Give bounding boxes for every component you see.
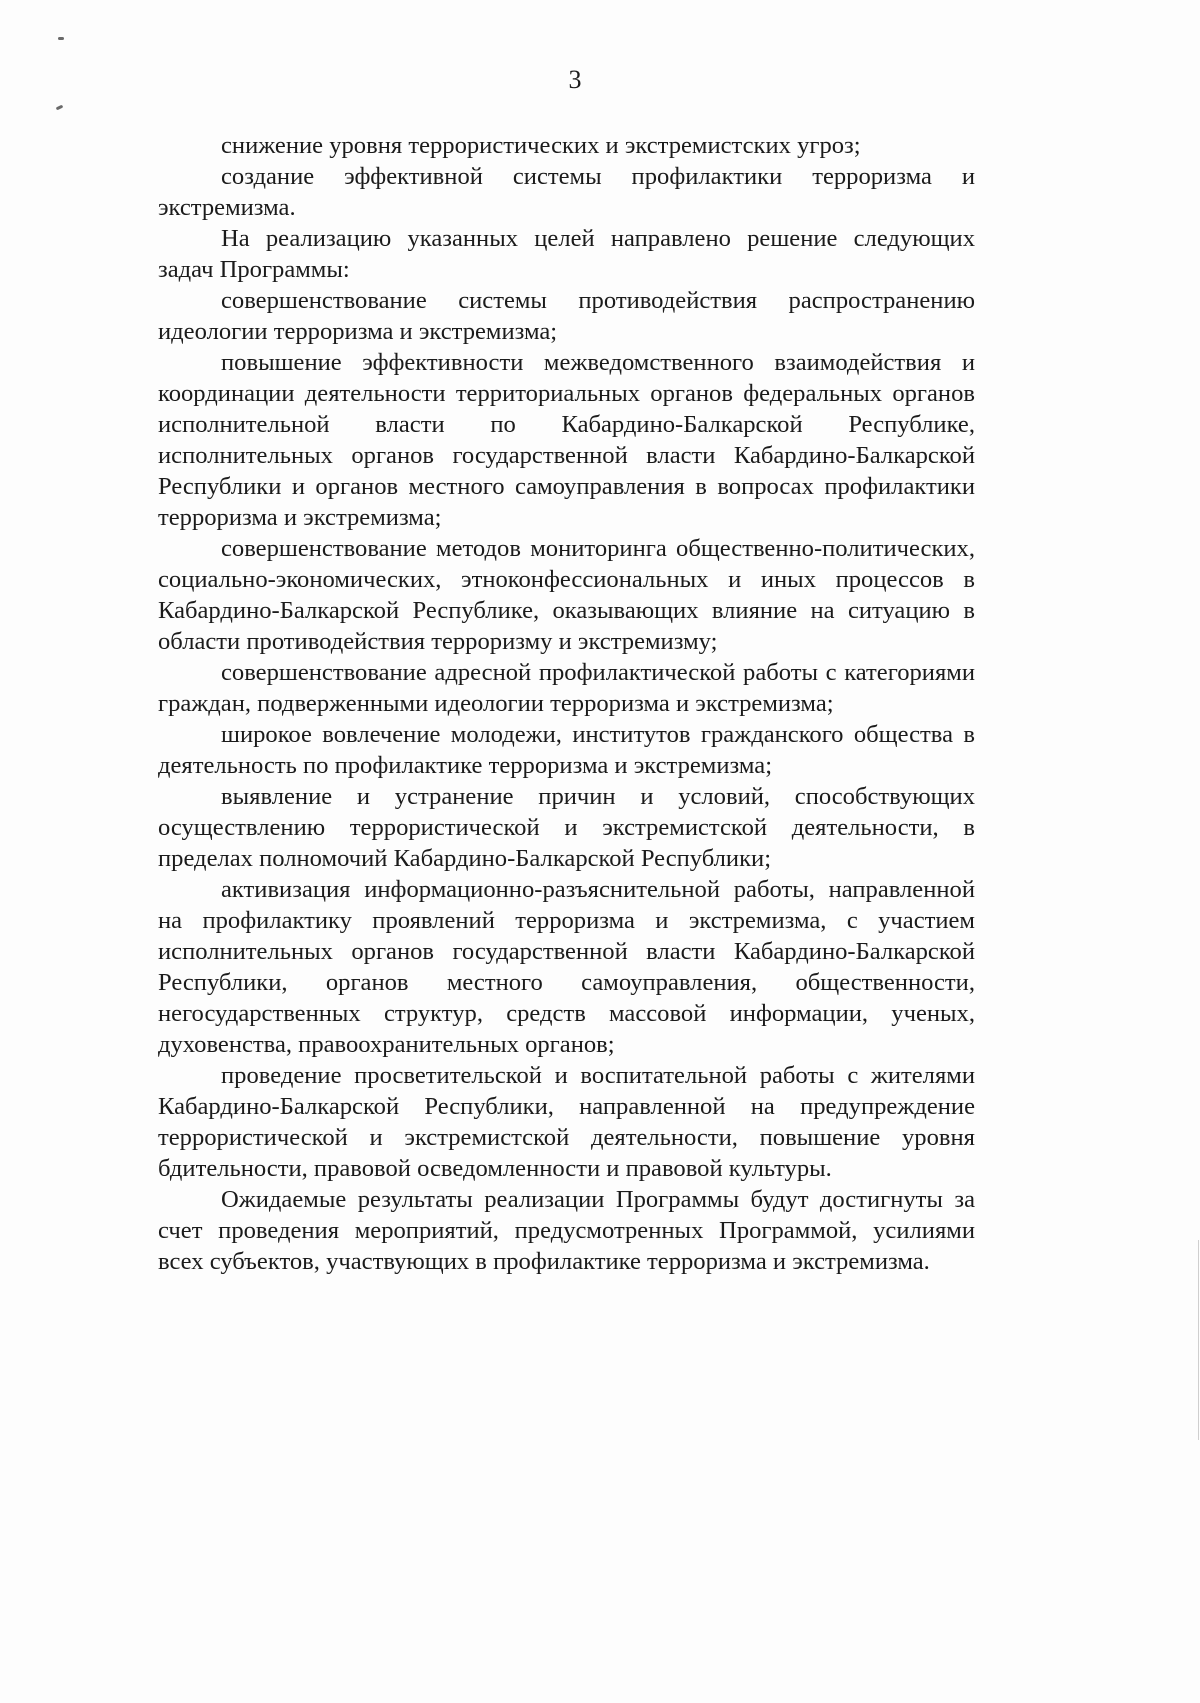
paragraph: повышение эффективности межведомственного взаимодействия и координации деятельности территориальных органов федеральных органов исполнительной власти по Кабардино-Балкарской Республике, исполнительных органов государственной власти Кабардино-Балкарской Республики и органов местного самоуправления в вопросах профилактики терроризма и экстремизма; — [158, 349, 975, 531]
paragraph: совершенствование методов мониторинга общественно-политических, социально-экономических, этноконфессиональных и иных процессов в Кабардино-Балкарской Республике, оказывающих влияние на ситуацию в области противодействия терроризму и экстремизму; — [158, 535, 975, 655]
scan-artifact-mark — [58, 37, 64, 40]
paragraph: широкое вовлечение молодежи, институтов гражданского общества в деятельность по профилактике терроризма и экстремизма; — [158, 721, 975, 779]
scan-artifact-mark — [56, 105, 64, 111]
scan-edge-line — [1198, 1240, 1199, 1440]
paragraph: создание эффективной системы профилактики терроризма и экстремизма. — [158, 163, 975, 221]
paragraph: активизация информационно-разъяснительной работы, направленной на профилактику проявлений терроризма и экстремизма, с участием исполнительных органов государственной власти Кабардино-Балкарской Республики, органов местного самоуправления, общественности, негосударственных структур, средств массовой информации, ученых, духовенства, правоохранительных органов; — [158, 876, 975, 1058]
paragraph: На реализацию указанных целей направлено решение следующих задач Программы: — [158, 225, 975, 283]
paragraph: выявление и устранение причин и условий, способствующих осуществлению террористической и экстремистской деятельности, в пределах полномочий Кабардино-Балкарской Республики; — [158, 783, 975, 872]
paragraph: совершенствование адресной профилактической работы с категориями граждан, подверженными идеологии терроризма и экстремизма; — [158, 659, 975, 717]
page-number: 3 — [568, 65, 582, 94]
paragraph: проведение просветительской и воспитательной работы с жителями Кабардино-Балкарской Республики, направленной на предупреждение террористической и экстремистской деятельности, повышение уровня бдительности, правовой осведомленности и правовой культуры. — [158, 1062, 975, 1182]
paragraph: снижение уровня террористических и экстремистских угроз; — [221, 132, 861, 159]
body-text — [158, 130, 975, 1277]
paragraph: совершенствование системы противодействия распространению идеологии терроризма и экстремизма; — [158, 287, 975, 345]
paragraph: Ожидаемые результаты реализации Программы будут достигнуты за счет проведения мероприятий, предусмотренных Программой, усилиями всех субъектов, участвующих в профилактике терроризма и экстремизма. — [158, 1186, 975, 1275]
